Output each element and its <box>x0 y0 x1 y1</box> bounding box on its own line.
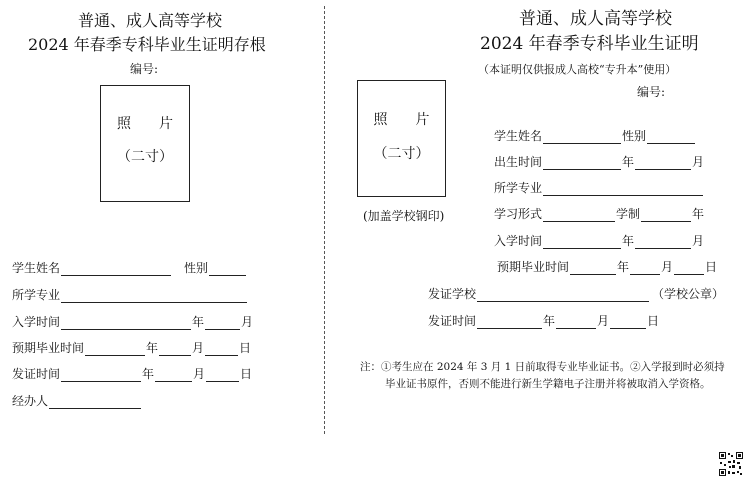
cert-row-grad <box>497 259 717 275</box>
month-label: 月 <box>692 234 705 248</box>
stub-photo-label: 照 片 <box>117 116 173 132</box>
stub-gender-blank[interactable] <box>209 263 246 276</box>
stub-row-name <box>12 260 247 276</box>
cert-birth-label: 出生时间 <box>494 155 543 169</box>
cert-issuer-label: 发证学校 <box>428 287 477 301</box>
year-label: 年 <box>543 314 556 328</box>
cert-study-form-blank[interactable] <box>543 209 615 222</box>
stub-major-blank[interactable] <box>61 290 247 303</box>
cert-birth-year-blank[interactable] <box>543 157 621 170</box>
cert-photo-label: 照 片 <box>373 112 430 128</box>
day-label: 日 <box>240 367 253 381</box>
stub-enroll-label: 入学时间 <box>12 315 61 329</box>
cert-enroll-month-blank[interactable] <box>635 236 691 249</box>
cert-enroll-label: 入学时间 <box>494 234 543 248</box>
cert-row-name <box>494 128 696 144</box>
cert-grad-label: 预期毕业时间 <box>497 260 570 274</box>
stub-row-issue <box>12 366 252 382</box>
stub-issue-month-blank[interactable] <box>155 369 192 382</box>
stub-grad-label: 预期毕业时间 <box>12 341 85 355</box>
cert-gender-blank[interactable] <box>647 131 695 144</box>
stub-row-major <box>12 287 248 303</box>
cert-issue-day-blank[interactable] <box>610 316 646 329</box>
stub-enroll-year-blank[interactable] <box>61 317 191 330</box>
month-label: 月 <box>241 315 254 329</box>
cert-row-study-form <box>494 206 704 222</box>
stub-grad-month-blank[interactable] <box>159 343 191 356</box>
cert-duration-blank[interactable] <box>641 209 691 222</box>
stub-row-grad <box>12 340 251 356</box>
cert-seal-label: （学校公章） <box>652 287 725 301</box>
stub-gender-label: 性别 <box>184 261 209 275</box>
cert-row-birth <box>494 154 704 170</box>
cert-name-blank[interactable] <box>543 131 621 144</box>
cert-issuer-blank[interactable] <box>477 289 649 302</box>
year-label: 年 <box>692 207 705 221</box>
month-label: 月 <box>192 341 205 355</box>
stub-handler-blank[interactable] <box>49 396 141 409</box>
cert-row-major <box>494 180 704 196</box>
stub-title-line2: 2024 年春季专科毕业生证明存根 <box>28 35 266 54</box>
stub-name-label: 学生姓名 <box>12 261 61 275</box>
stub-photo-box <box>100 85 190 202</box>
qr-code-icon <box>719 452 743 476</box>
cert-note-line1: 注：①考生应在 2024 年 3 月 1 日前取得专业毕业证书。②入学报到时必须持 <box>360 361 725 373</box>
year-label: 年 <box>622 155 635 169</box>
stub-issue-day-blank[interactable] <box>206 369 239 382</box>
cert-issue-month-blank[interactable] <box>556 316 596 329</box>
stub-grad-year-blank[interactable] <box>85 343 145 356</box>
month-label: 月 <box>193 367 206 381</box>
month-label: 月 <box>661 260 674 274</box>
cert-issue-label: 发证时间 <box>428 314 477 328</box>
cert-stamp-note: (加盖学校钢印) <box>363 209 445 223</box>
perforation-divider <box>324 6 325 434</box>
year-label: 年 <box>146 341 159 355</box>
day-label: 日 <box>647 314 660 328</box>
cert-title-line1: 普通、成人高等学校 <box>519 9 672 29</box>
stub-grad-day-blank[interactable] <box>205 343 238 356</box>
cert-enroll-year-blank[interactable] <box>543 236 621 249</box>
cert-issue-year-blank[interactable] <box>477 316 542 329</box>
cert-subtitle: （本证明仅供报成人高校“专升本”使用） <box>478 63 677 76</box>
cert-grad-day-blank[interactable] <box>674 262 704 275</box>
cert-serial-label: 编号: <box>637 85 666 99</box>
stub-row-handler <box>12 393 142 409</box>
year-label: 年 <box>617 260 630 274</box>
stub-issue-year-blank[interactable] <box>61 369 141 382</box>
month-label: 月 <box>597 314 610 328</box>
cert-duration-label: 学制 <box>616 207 641 221</box>
cert-study-form-label: 学习形式 <box>494 207 543 221</box>
day-label: 日 <box>705 260 718 274</box>
cert-note-line2: 毕业证书原件，否则不能进行新生学籍电子注册并将被取消入学资格。 <box>385 378 711 390</box>
cert-grad-year-blank[interactable] <box>570 262 616 275</box>
cert-row-issue <box>428 313 659 329</box>
stub-row-enroll <box>12 314 253 330</box>
cert-title-line2: 2024 年春季专科毕业生证明 <box>480 34 699 54</box>
cert-name-label: 学生姓名 <box>494 129 543 143</box>
cert-major-blank[interactable] <box>543 183 703 196</box>
stub-issue-label: 发证时间 <box>12 367 61 381</box>
stub-name-blank[interactable] <box>61 263 171 276</box>
cert-grad-month-blank[interactable] <box>630 262 660 275</box>
cert-birth-month-blank[interactable] <box>635 157 691 170</box>
cert-row-issuer <box>428 286 724 302</box>
cert-photo-box <box>357 80 446 197</box>
cert-major-label: 所学专业 <box>494 181 543 195</box>
day-label: 日 <box>239 341 252 355</box>
stub-handler-label: 经办人 <box>12 394 49 408</box>
year-label: 年 <box>142 367 155 381</box>
cert-row-enroll <box>494 233 704 249</box>
stub-enroll-month-blank[interactable] <box>205 317 240 330</box>
cert-photo-size: （二寸） <box>373 146 430 162</box>
year-label: 年 <box>192 315 205 329</box>
year-label: 年 <box>622 234 635 248</box>
stub-photo-size: （二寸） <box>117 149 173 165</box>
month-label: 月 <box>692 155 705 169</box>
stub-serial-label: 编号: <box>130 62 159 76</box>
stub-major-label: 所学专业 <box>12 288 61 302</box>
stub-title-line1: 普通、成人高等学校 <box>78 11 223 30</box>
cert-gender-label: 性别 <box>622 129 647 143</box>
